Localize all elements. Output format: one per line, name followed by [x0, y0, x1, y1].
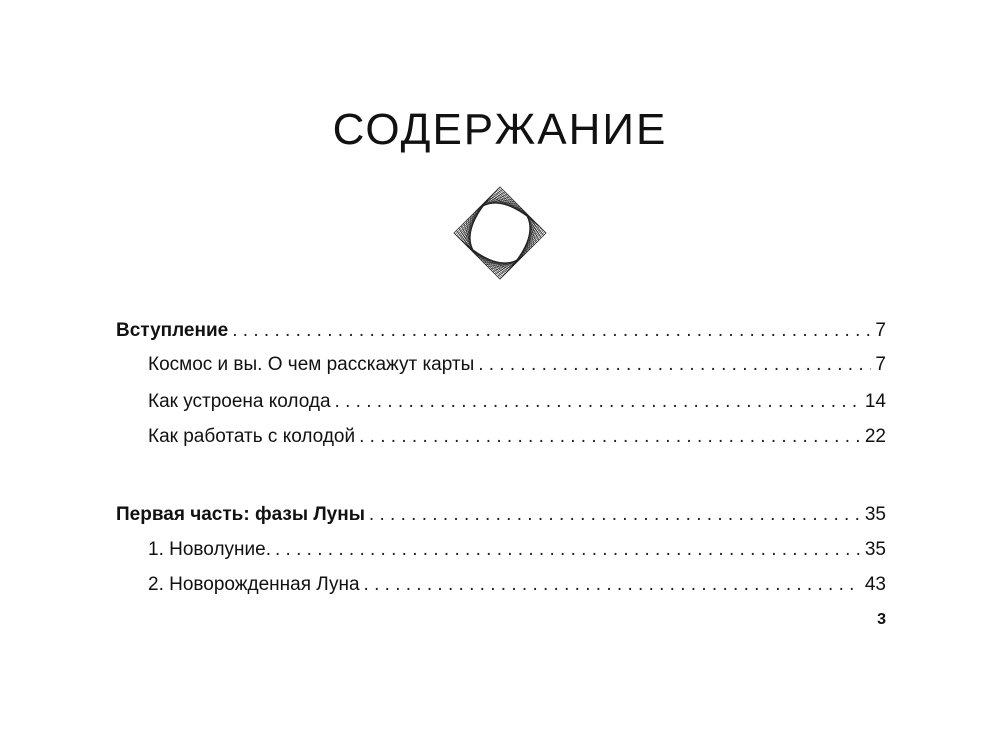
toc-entry[interactable]: [148, 535, 886, 565]
toc-entry[interactable]: [148, 387, 886, 417]
toc-entry-page: 35: [864, 539, 886, 560]
page-number: 3: [877, 611, 886, 628]
toc-leader-dots: [275, 535, 861, 565]
toc-entry-label: Космос и вы. О чем расскажут карты: [148, 354, 475, 375]
toc-entry-intro[interactable]: [116, 316, 886, 346]
toc-entry-label: Вступление: [116, 320, 229, 341]
square-spiral-ornament-icon: [452, 185, 548, 281]
toc-entry-part1[interactable]: [116, 500, 886, 530]
toc-entry-page: 35: [864, 504, 886, 525]
toc-entry-label: 2. Новорожденная Луна: [148, 574, 360, 595]
toc-entry[interactable]: [148, 570, 886, 600]
toc-entry[interactable]: [148, 422, 886, 452]
toc-entry-label: Как устроена колода: [148, 391, 331, 412]
toc-entry-label: Как работать с колодой: [148, 426, 356, 447]
page-title: СОДЕРЖАНИЕ: [332, 105, 668, 154]
toc-entry-page: 14: [864, 391, 886, 412]
toc-leader-dots: [369, 500, 861, 530]
toc-entry-label: 1. Новолуние.: [148, 539, 271, 560]
toc-leader-dots: [359, 422, 861, 452]
toc-entry-page: 43: [864, 574, 886, 595]
toc-entry-page: 7: [875, 320, 886, 341]
toc-entry[interactable]: [148, 350, 886, 380]
toc-leader-dots: [364, 570, 861, 600]
toc-leader-dots: [478, 350, 871, 380]
toc-entry-page: 7: [875, 354, 886, 375]
toc-leader-dots: [232, 316, 871, 346]
toc-leader-dots: [335, 387, 861, 417]
toc-entry-label: Первая часть: фазы Луны: [116, 504, 365, 525]
toc-entry-page: 22: [864, 426, 886, 447]
